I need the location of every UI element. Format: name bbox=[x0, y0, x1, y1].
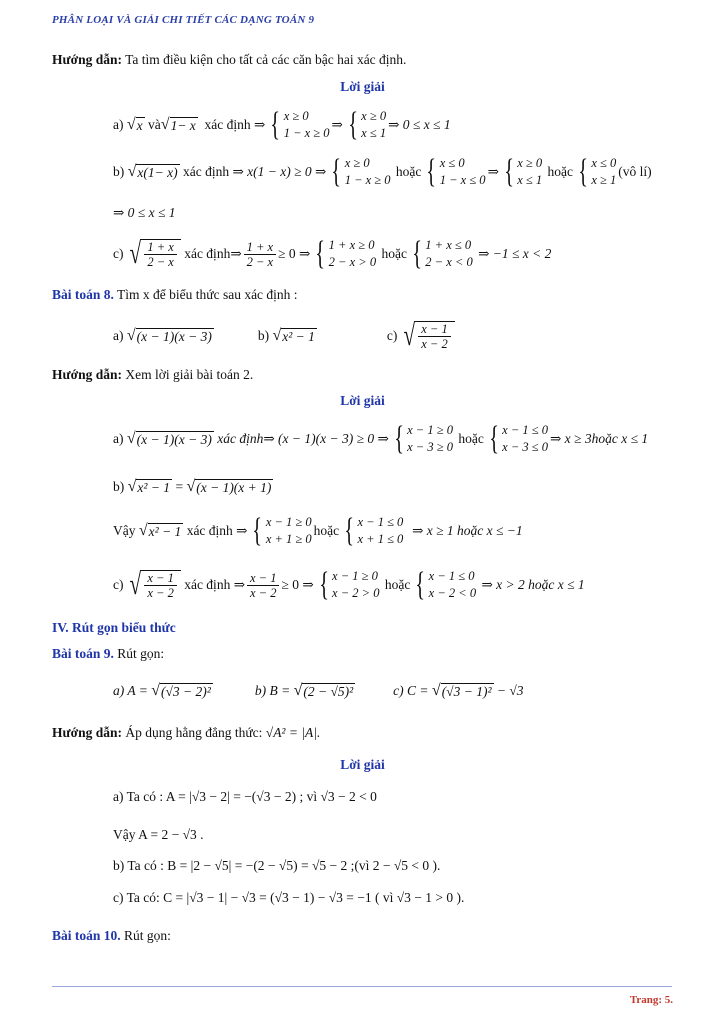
result: ⇒ 0 ≤ x ≤ 1 bbox=[388, 117, 451, 132]
system-1: { x − 1 ≥ 0 x − 2 > 0 bbox=[318, 566, 380, 603]
item-label: c) bbox=[113, 577, 124, 592]
guide-label: Hướng dẫn: bbox=[52, 367, 122, 382]
radicand: x² − 1 bbox=[148, 524, 182, 539]
running-header: PHÂN LOẠI VÀ GIẢI CHI TIẾT CÁC DẠNG TOÁN 9 bbox=[52, 14, 315, 26]
sqrt-fraction: √ $\frac{x - 1}{x - 2}$ bbox=[127, 570, 181, 600]
result: ⇒ x ≥ 3hoặc x ≤ 1 bbox=[550, 431, 649, 446]
guide-2 bbox=[52, 366, 253, 384]
solution-title-3: Lời giải bbox=[340, 757, 385, 772]
problem-text: Tìm x để biểu thức sau xác định : bbox=[117, 287, 298, 302]
or-text: hoặc bbox=[384, 577, 411, 592]
system-1: { x − 1 ≥ 0 x − 3 ≥ 0 bbox=[394, 420, 453, 457]
tail: − √3 bbox=[496, 683, 524, 698]
sol3-b: b) Ta có : B = |2 − √5| = −(2 − √5) = √5 − 2 ;(vì 2 − √5 < 0 ). bbox=[113, 858, 441, 873]
problem-10 bbox=[52, 927, 171, 945]
radicand: x(1− x) bbox=[137, 165, 178, 180]
guide-label: Hướng dẫn: bbox=[52, 52, 122, 67]
radicand-a: (√3 − 2)² bbox=[161, 684, 211, 699]
guide-text: Xem lời giải bài toán 2. bbox=[125, 367, 254, 382]
problem-9-items: a) A = √ (√3 − 2)² b) B = √ (2 − √5)² c) C = √ (√3 − 1)² − √3 bbox=[113, 682, 524, 699]
system-4: { x ≤ 0 x ≥ 1 bbox=[578, 153, 617, 190]
system-2: { x ≥ 0 x ≤ 1 bbox=[348, 106, 387, 143]
absurd-note: (vô lí) bbox=[618, 164, 652, 179]
guide-label: Hướng dẫn: bbox=[52, 725, 122, 740]
sol2-conclusion: Vậy √ x² − 1 xác định ⇒ { x − 1 ≥ 0 x + 1 ≥ 0 hoặc { x − 1 ≤ 0 x + 1 ≤ 0 ⇒ x ≥ 1 hoặc x ≤ −1 bbox=[113, 512, 523, 549]
system-2: { x ≤ 0 1 − x ≤ 0 bbox=[426, 153, 486, 190]
sol2-c bbox=[113, 563, 585, 607]
defined-text: xác định⇒ bbox=[184, 246, 242, 261]
defined-text: xác định ⇒ bbox=[183, 164, 244, 179]
fraction: $\frac{1 + x}{2 - x}$ bbox=[244, 240, 276, 269]
conjunction: và bbox=[148, 117, 161, 132]
sol1-b: b) √ x(1− x) xác định ⇒ x(1 − x) ≥ 0 ⇒ { x ≥ 0 1 − x ≥ 0 hoặc { x ≤ 0 1 − x ≤ 0 ⇒ { x ≥ 0 x ≤ 1 hoặc { x ≤ 0 x ≥ 1 (vô lí) bbox=[113, 153, 652, 190]
fraction: $\frac{x - 1}{x - 2}$ bbox=[247, 571, 279, 600]
radicand-b: (2 − √5)² bbox=[303, 684, 354, 699]
item-label: b) bbox=[113, 479, 125, 494]
footer-divider bbox=[52, 986, 672, 987]
radicand-x: x bbox=[136, 118, 143, 133]
section-title: IV. Rút gọn biểu thức bbox=[52, 620, 176, 635]
sol3-c: c) Ta có: C = |√3 − 1| − √3 = (√3 − 1) − √3 = −1 ( vì √3 − 1 > 0 ). bbox=[113, 890, 465, 905]
problem-text: Rút gọn: bbox=[117, 646, 165, 661]
sqrt-fraction: √ $\frac{1 + x}{2 - x}$ bbox=[127, 239, 181, 269]
defined-text: xác định ⇒ bbox=[184, 577, 245, 592]
solution-title-2: Lời giải bbox=[340, 393, 385, 408]
result: ⇒ x ≥ 1 hoặc x ≤ −1 bbox=[412, 523, 523, 538]
or-text: hoặc bbox=[381, 246, 407, 261]
system-1: { x − 1 ≥ 0 x + 1 ≥ 0 bbox=[252, 512, 312, 549]
sol2-b: b) √ x² − 1 = √ (x − 1)(x + 1) bbox=[113, 478, 272, 495]
radical-sign: √ bbox=[126, 116, 136, 133]
system-1: { 1 + x ≥ 0 2 − x > 0 bbox=[315, 235, 377, 272]
radicand: (x − 1)(x − 3) bbox=[136, 432, 212, 447]
sol3-a-conclusion: Vậy A = 2 − √3 . bbox=[113, 827, 204, 842]
sol3-a: a) Ta có : A = |√3 − 2| = −(√3 − 2) ; vì √3 − 2 < 0 bbox=[113, 789, 377, 804]
sol1-b-result: ⇒ 0 ≤ x ≤ 1 bbox=[113, 205, 176, 220]
sol2-a: a) √ (x − 1)(x − 3) xác định⇒ (x − 1)(x − 3) ≥ 0 ⇒ { x − 1 ≥ 0 x − 3 ≥ 0 hoặc { x − 1 ≤ 0 x − 3 ≤ 0 ⇒ x ≥ 3hoặc x ≤ 1 bbox=[113, 420, 649, 457]
problem-label: Bài toán 8. bbox=[52, 287, 114, 302]
radicand-a: (x − 1)(x − 3) bbox=[136, 329, 212, 344]
identity-formula: √A² = |A|. bbox=[265, 725, 321, 740]
item-label: c) bbox=[386, 328, 398, 343]
problem-8-items: a) √ (x − 1)(x − 3) b) √ x² − 1 c) √ $\frac{x - 1}{x - 2}$ bbox=[113, 316, 455, 356]
system-1: { x ≥ 0 1 − x ≥ 0 bbox=[270, 106, 330, 143]
item-c-label: c) C = bbox=[393, 683, 429, 698]
sol1-a: a) √ x và √ 1− x xác định ⇒ { x ≥ 0 1 − x ≥ 0 ⇒ { x ≥ 0 x ≤ 1 ⇒ 0 ≤ x ≤ 1 bbox=[113, 106, 451, 143]
problem-text: Rút gọn: bbox=[124, 928, 171, 943]
system-2: { x − 1 ≤ 0 x − 3 ≤ 0 bbox=[489, 420, 548, 457]
system-2: { x − 1 ≤ 0 x + 1 ≤ 0 bbox=[344, 512, 404, 549]
item-b-label: b) B = bbox=[254, 683, 291, 698]
inequality: x(1 − x) ≥ 0 ⇒ bbox=[247, 164, 327, 179]
problem-8 bbox=[52, 286, 298, 304]
ge-text: ≥ 0 ⇒ bbox=[278, 246, 311, 261]
guide-3 bbox=[52, 724, 320, 742]
system-3: { x ≥ 0 x ≤ 1 bbox=[504, 153, 543, 190]
radicand-1-minus-x: 1− x bbox=[170, 118, 196, 133]
guide-text: Ta tìm điều kiện cho tất cả các căn bậc hai xác định. bbox=[125, 52, 407, 67]
page-number: Trang: 5. bbox=[629, 994, 673, 1006]
item-label: b) bbox=[113, 164, 125, 179]
radicand-rhs: (x − 1)(x + 1) bbox=[196, 480, 272, 495]
radicand-b: x² − 1 bbox=[282, 329, 315, 344]
radical-sign: √ bbox=[127, 163, 137, 180]
radicand-lhs: x² − 1 bbox=[137, 480, 171, 495]
item-a-label: a) A = bbox=[113, 683, 148, 698]
guide-text: Áp dụng hằng đẳng thức: bbox=[125, 725, 263, 740]
or-text: hoặc bbox=[458, 431, 484, 446]
sqrt-fraction: √ $\frac{x - 1}{x - 2}$ bbox=[401, 321, 455, 351]
system-1: { x ≥ 0 1 − x ≥ 0 bbox=[331, 153, 391, 190]
conclusion-label: Vậy bbox=[113, 523, 136, 538]
equals: = bbox=[175, 479, 184, 494]
item-label: a) bbox=[113, 431, 124, 446]
item-label: b) bbox=[257, 328, 270, 343]
radicand-c: (√3 − 1)² bbox=[441, 684, 492, 699]
item-label: c) bbox=[113, 246, 124, 261]
item-label: a) bbox=[113, 328, 124, 343]
problem-label: Bài toán 10. bbox=[52, 928, 121, 943]
guide-1 bbox=[52, 51, 406, 69]
system-2: { x − 1 ≤ 0 x − 2 < 0 bbox=[415, 566, 477, 603]
or-text: hoặc bbox=[313, 523, 340, 538]
solution-title-1: Lời giải bbox=[340, 79, 385, 94]
defined-text: xác định⇒ (x − 1)(x − 3) ≥ 0 ⇒ bbox=[217, 431, 389, 446]
item-label: a) bbox=[113, 117, 124, 132]
defined-text: xác định ⇒ bbox=[186, 523, 248, 538]
result: ⇒ x > 2 hoặc x ≤ 1 bbox=[481, 577, 585, 592]
result: ⇒ −1 ≤ x < 2 bbox=[478, 246, 552, 261]
ge-text: ≥ 0 ⇒ bbox=[281, 577, 314, 592]
or-text: hoặc bbox=[547, 164, 573, 179]
problem-label: Bài toán 9. bbox=[52, 646, 114, 661]
sol1-c bbox=[113, 232, 551, 276]
or-text: hoặc bbox=[395, 164, 422, 179]
radical-sign: √ bbox=[160, 116, 170, 133]
defined-text: xác định bbox=[204, 117, 251, 132]
system-2: { 1 + x ≤ 0 2 − x < 0 bbox=[412, 235, 473, 272]
problem-9 bbox=[52, 645, 164, 663]
